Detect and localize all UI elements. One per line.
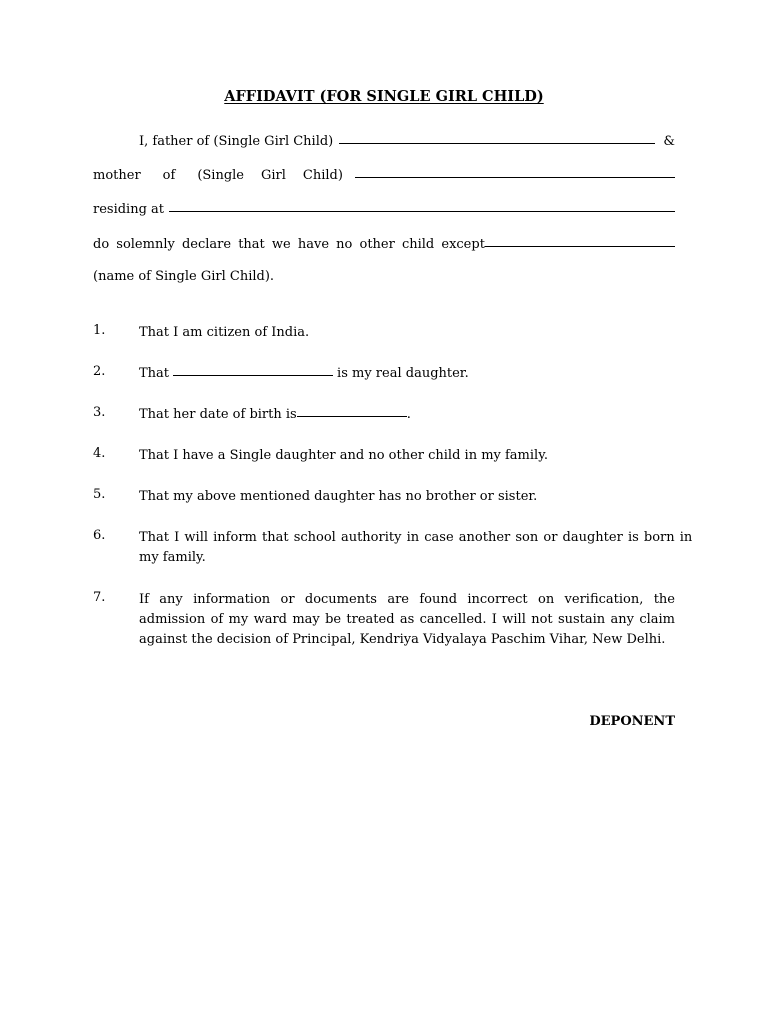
item-text: . (406, 407, 411, 422)
item-text-line (139, 548, 692, 568)
item-text: That (139, 366, 170, 381)
list-item (93, 528, 693, 568)
list-item (93, 323, 675, 343)
item-number: 2. (93, 364, 106, 379)
item-text-line (139, 590, 675, 610)
list-item (93, 364, 675, 384)
intro-girl-word: Girl (261, 168, 286, 183)
item-number: 3. (93, 405, 106, 420)
item-number: 5. (93, 487, 106, 502)
daughter-name-blank[interactable] (173, 363, 333, 376)
intro-child-word: Child) (302, 168, 343, 183)
intro-of-word: of (162, 168, 176, 183)
item-text: That I will inform that school authority in case another son or daughter is born in (139, 530, 693, 545)
item-number: 1. (93, 323, 106, 338)
mother-name-blank[interactable] (355, 165, 675, 178)
list-item (93, 590, 675, 650)
item-text-line (139, 528, 692, 548)
residence-blank[interactable] (169, 199, 675, 212)
item-text-line (139, 610, 675, 630)
intro-single-word: (Single (197, 168, 244, 183)
intro-line-mother (93, 166, 675, 184)
item-text: If any information or documents are found incorrect on verification, the (139, 592, 675, 607)
intro-residing-label: residing at (93, 202, 165, 217)
list-item (93, 487, 675, 507)
child-name-blank[interactable] (485, 234, 675, 247)
list-item (93, 446, 675, 466)
document-title: AFFIDAVIT (FOR SINGLE GIRL CHILD) (224, 88, 544, 105)
father-name-blank[interactable] (339, 131, 655, 144)
item-number: 7. (93, 590, 106, 605)
item-text: That I am citizen of India. (139, 325, 310, 340)
item-number: 4. (93, 446, 106, 461)
item-text: That I have a Single daughter and no other child in my family. (139, 448, 548, 463)
date-of-birth-blank[interactable] (297, 404, 407, 417)
intro-line-residence (93, 200, 675, 218)
intro-mother-word: mother (93, 168, 141, 183)
item-text: against the decision of Principal, Kendriya Vidyalaya Paschim Vihar, New Delhi. (139, 632, 666, 647)
item-text: That her date of birth is (139, 407, 297, 422)
item-number: 6. (93, 528, 106, 543)
intro-line-name-note (93, 269, 675, 287)
intro-name-note: (name of Single Girl Child). (93, 269, 275, 284)
item-text: admission of my ward may be treated as cancelled. I will not sustain any claim (139, 612, 675, 627)
intro-ampersand: & (663, 134, 675, 149)
item-text: my family. (139, 550, 206, 565)
list-item (93, 405, 675, 425)
intro-line-declare (93, 235, 675, 253)
item-text-line (139, 630, 675, 650)
item-text: That my above mentioned daughter has no brother or sister. (139, 489, 538, 504)
intro-declare-text: do solemnly declare that we have no other child except (93, 237, 485, 252)
item-text: is my real daughter. (337, 366, 469, 381)
intro-line-father (93, 132, 675, 150)
deponent-signature-label: DEPONENT (589, 714, 675, 729)
intro-father-label: I, father of (Single Girl Child) (139, 134, 334, 149)
